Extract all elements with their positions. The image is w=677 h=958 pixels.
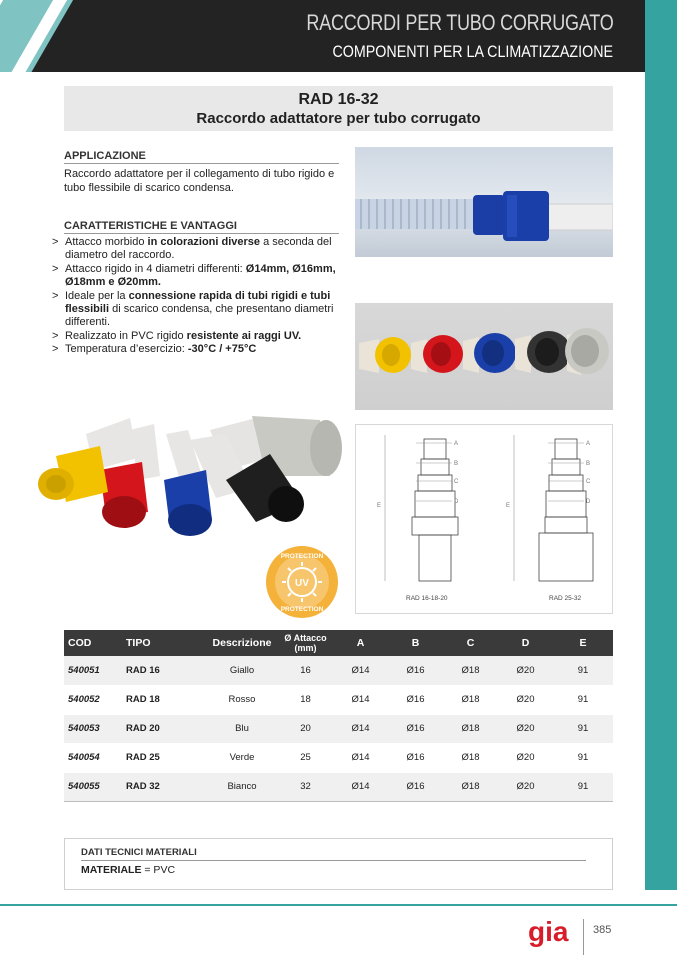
cell-attacco: 18	[278, 685, 333, 714]
feature-item: > Attacco rigido in 4 diametri differenti: Ø14mm, Ø16mm, Ø18mm e Ø20mm.	[52, 263, 342, 290]
cell-b: Ø16	[388, 656, 443, 685]
col-header-e: E	[553, 630, 613, 656]
product-description: Raccordo adattatore per tubo corrugato	[196, 110, 481, 127]
cell-c: Ø18	[443, 714, 498, 743]
col-header-descrizione: Descrizione	[206, 630, 278, 656]
cell-a: Ø14	[333, 743, 388, 772]
application-text: Raccordo adattatore per il collegamento di tubo rigido e tubo flessibile di scarico condensa.	[64, 168, 335, 194]
table-row	[64, 743, 613, 772]
table-row	[64, 685, 613, 714]
col-header-d: D	[498, 630, 553, 656]
uv-badge-top: PROTECTION	[280, 553, 324, 560]
cell-cod: 540052	[64, 685, 122, 714]
feature-item: > Attacco morbido in colorazioni diverse a seconda del diametro del raccordo.	[52, 236, 342, 263]
cell-e: 91	[553, 772, 613, 801]
cell-c: Ø18	[443, 685, 498, 714]
col-header-b: B	[388, 630, 443, 656]
cell-d: Ø20	[498, 714, 553, 743]
dim-label-b: B	[454, 461, 459, 467]
cell-d: Ø20	[498, 743, 553, 772]
cell-attacco: 32	[278, 772, 333, 801]
drawing-profile-right	[539, 439, 593, 581]
dim-label-a: A	[586, 441, 591, 447]
cell-e: 91	[553, 714, 613, 743]
uv-protection-badge	[266, 546, 338, 618]
cell-attacco: 16	[278, 656, 333, 685]
cell-descrizione: Bianco	[206, 772, 278, 801]
cell-e: 91	[553, 685, 613, 714]
dim-label-e: E	[506, 503, 511, 509]
col-header-c: C	[443, 630, 498, 656]
header-title: RACCORDI PER TUBO CORRUGATO	[305, 10, 613, 35]
cell-descrizione: Verde	[206, 743, 278, 772]
cell-tipo: RAD 25	[122, 743, 206, 772]
cell-tipo: RAD 16	[122, 656, 206, 685]
blue-connector	[473, 195, 505, 235]
yellow-connector	[359, 337, 411, 373]
dim-label-c: C	[454, 479, 459, 485]
cell-cod: 540055	[64, 772, 122, 801]
uv-badge-center: UV	[295, 578, 309, 589]
cell-b: Ø16	[388, 685, 443, 714]
dim-label-e: E	[377, 503, 382, 509]
gia-logo	[528, 915, 576, 949]
cell-a: Ø14	[333, 714, 388, 743]
cell-a: Ø14	[333, 685, 388, 714]
product-title-box	[64, 86, 613, 131]
cell-d: Ø20	[498, 772, 553, 801]
cell-b: Ø16	[388, 714, 443, 743]
black-connector	[515, 331, 571, 373]
cell-cod: 540053	[64, 714, 122, 743]
header-subtitle: COMPONENTI PER LA CLIMATIZZAZIONE	[332, 42, 613, 61]
dim-label-a: A	[454, 441, 459, 447]
product-table	[64, 630, 613, 802]
cell-b: Ø16	[388, 772, 443, 801]
application-heading: APPLICAZIONE	[64, 150, 339, 164]
grey-connector	[565, 328, 609, 375]
cell-a: Ø14	[333, 656, 388, 685]
cell-a: Ø14	[333, 772, 388, 801]
cell-attacco: 25	[278, 743, 333, 772]
features-list	[52, 236, 342, 357]
svg-text:gia: gia	[528, 916, 569, 947]
dim-label-d: D	[586, 499, 591, 505]
col-header-attacco: Ø Attacco (mm)	[278, 630, 333, 656]
drawing-profile-left	[412, 439, 458, 581]
material-label: MATERIALE	[81, 864, 142, 876]
col-header-cod: COD	[64, 630, 122, 656]
cell-cod: 540054	[64, 743, 122, 772]
cell-e: 91	[553, 656, 613, 685]
dim-label-d: D	[454, 499, 459, 505]
side-accent-bar	[645, 0, 677, 890]
col-header-a: A	[333, 630, 388, 656]
cell-cod: 540051	[64, 656, 122, 685]
material-value: = PVC	[141, 864, 176, 876]
product-code: RAD 16-32	[298, 91, 379, 108]
page-number: 385	[593, 924, 612, 936]
table-row	[64, 772, 613, 801]
cell-c: Ø18	[443, 772, 498, 801]
materials-heading: DATI TECNICI MATERIALI	[81, 847, 586, 861]
installed-connector-photo	[355, 147, 613, 257]
cell-attacco: 20	[278, 714, 333, 743]
red-connector	[411, 335, 463, 373]
cell-descrizione: Blu	[206, 714, 278, 743]
rigid-tube	[545, 204, 613, 230]
drawing-caption-left: RAD 16-18-20	[406, 595, 448, 602]
cell-d: Ø20	[498, 685, 553, 714]
dim-label-b: B	[586, 461, 591, 467]
connectors-row-photo	[355, 303, 613, 410]
cell-b: Ø16	[388, 743, 443, 772]
cell-descrizione: Giallo	[206, 656, 278, 685]
materials-line	[81, 864, 175, 876]
connectors-angled-photo	[30, 410, 348, 630]
feature-item: > Temperatura d’esercizio: -30°C / +75°C	[52, 343, 342, 356]
table-row	[64, 714, 613, 743]
cell-tipo: RAD 20	[122, 714, 206, 743]
blue-connector	[463, 333, 516, 373]
technical-drawing	[355, 424, 613, 614]
cell-tipo: RAD 32	[122, 772, 206, 801]
cell-descrizione: Rosso	[206, 685, 278, 714]
col-header-tipo: TIPO	[122, 630, 206, 656]
footer-divider	[0, 904, 677, 906]
materials-box	[64, 838, 613, 890]
cell-c: Ø18	[443, 656, 498, 685]
feature-item: > Ideale per la connessione rapida di tubi rigidi e tubi flessibili di scarico condensa, che presentano diametri differenti.	[52, 290, 342, 330]
features-heading: CARATTERISTICHE E VANTAGGI	[64, 220, 339, 234]
cell-c: Ø18	[443, 743, 498, 772]
drawing-caption-right: RAD 25-32	[549, 595, 582, 602]
cell-e: 91	[553, 743, 613, 772]
page-header	[0, 0, 645, 72]
page-number-separator	[583, 919, 584, 955]
table-header-row	[64, 630, 613, 656]
table-row	[64, 656, 613, 685]
uv-badge-bottom: PROTECTION	[280, 606, 324, 613]
dim-label-c: C	[586, 479, 591, 485]
cell-d: Ø20	[498, 656, 553, 685]
feature-item: > Realizzato in PVC rigido resistente ai raggi UV.	[52, 330, 342, 343]
cell-tipo: RAD 18	[122, 685, 206, 714]
